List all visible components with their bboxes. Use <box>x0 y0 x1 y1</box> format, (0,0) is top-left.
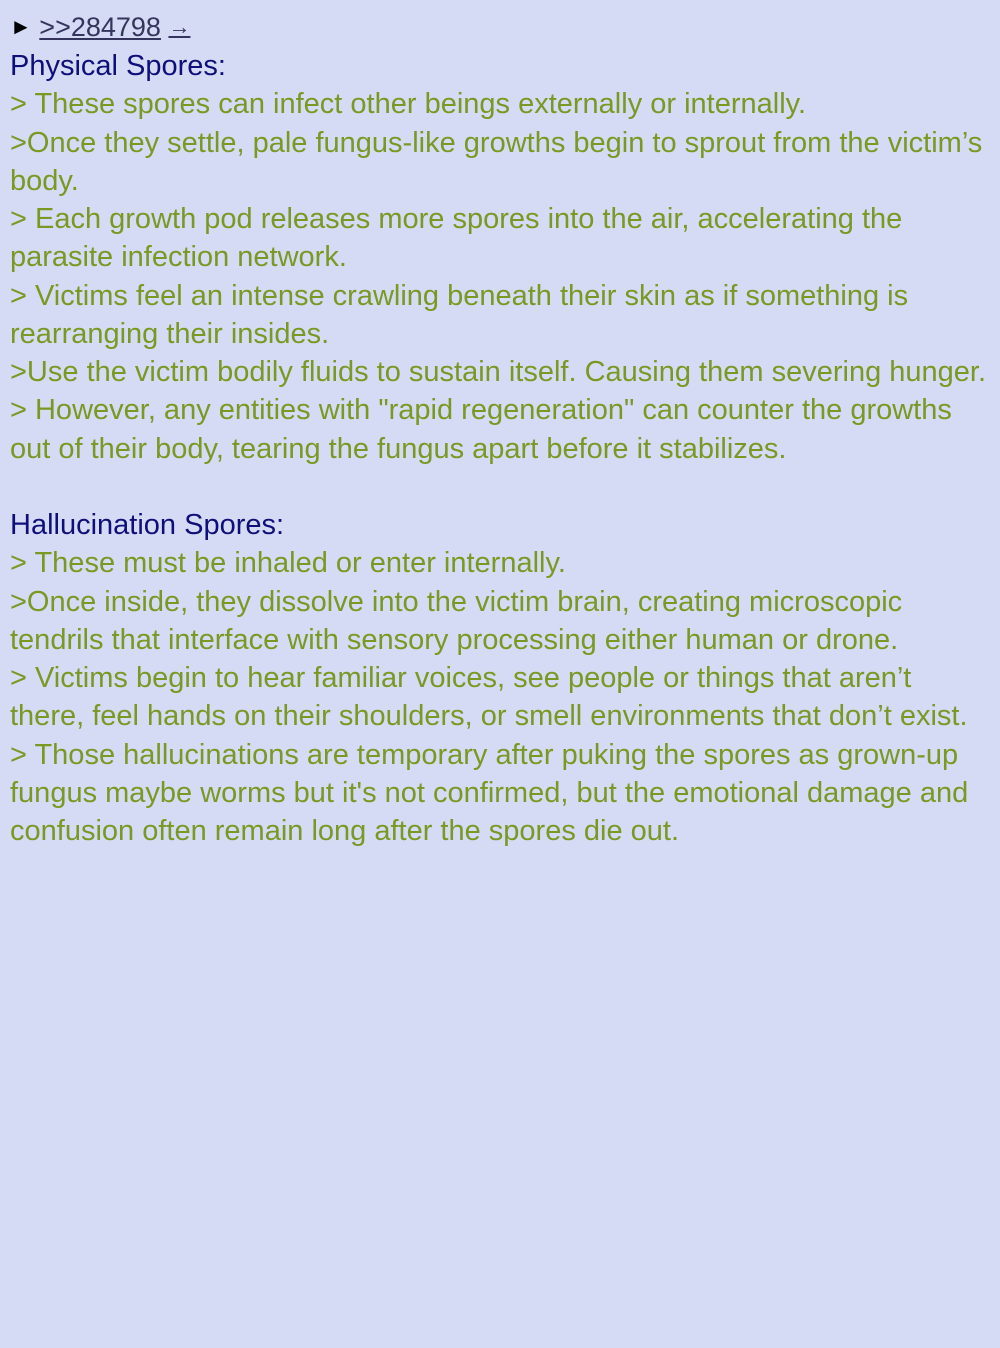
arrow-right-icon: → <box>168 14 191 39</box>
greentext-line: > These spores can infect other beings externally or internally. <box>10 88 807 121</box>
section-physical-spores <box>10 47 990 468</box>
quote-link[interactable]: >>284798 <box>39 12 161 42</box>
greentext-line: > Victims begin to hear familiar voices, see people or things that aren’t there, feel hands on their shoulders, or smell environments that don’t exist. <box>10 662 968 733</box>
greentext-line: > However, any entities with "rapid regeneration" can counter the growths out of their body, tearing the fungus apart before it stabilizes. <box>10 394 952 465</box>
triangle-right-icon: ► <box>10 14 32 39</box>
greentext-line: >Once inside, they dissolve into the victim brain, creating microscopic tendrils that interface with sensory processing either human or drone. <box>10 585 903 656</box>
greentext-line: > Victims feel an intense crawling beneath their skin as if something is rearranging their insides. <box>10 279 909 350</box>
greentext-line: > Each growth pod releases more spores into the air, accelerating the parasite infection network. <box>10 203 903 274</box>
section-hallucination-spores <box>10 506 990 850</box>
greentext-line: >Use the victim bodily fluids to sustain itself. Causing them severing hunger. <box>10 356 987 389</box>
greentext-line: > Those hallucinations are temporary after puking the spores as grown-up fungus maybe worms but it's not confirmed, but the emotional damage and confusion often remain long after the spores die out. <box>10 738 969 848</box>
greentext-line: > These must be inhaled or enter internally. <box>10 547 566 580</box>
section-heading: Physical Spores: <box>10 50 226 83</box>
quote-reference[interactable] <box>10 10 990 45</box>
section-heading: Hallucination Spores: <box>10 509 285 542</box>
greentext-line: >Once they settle, pale fungus-like growths begin to sprout from the victim’s body. <box>10 126 983 197</box>
paragraph-spacer <box>10 468 990 506</box>
